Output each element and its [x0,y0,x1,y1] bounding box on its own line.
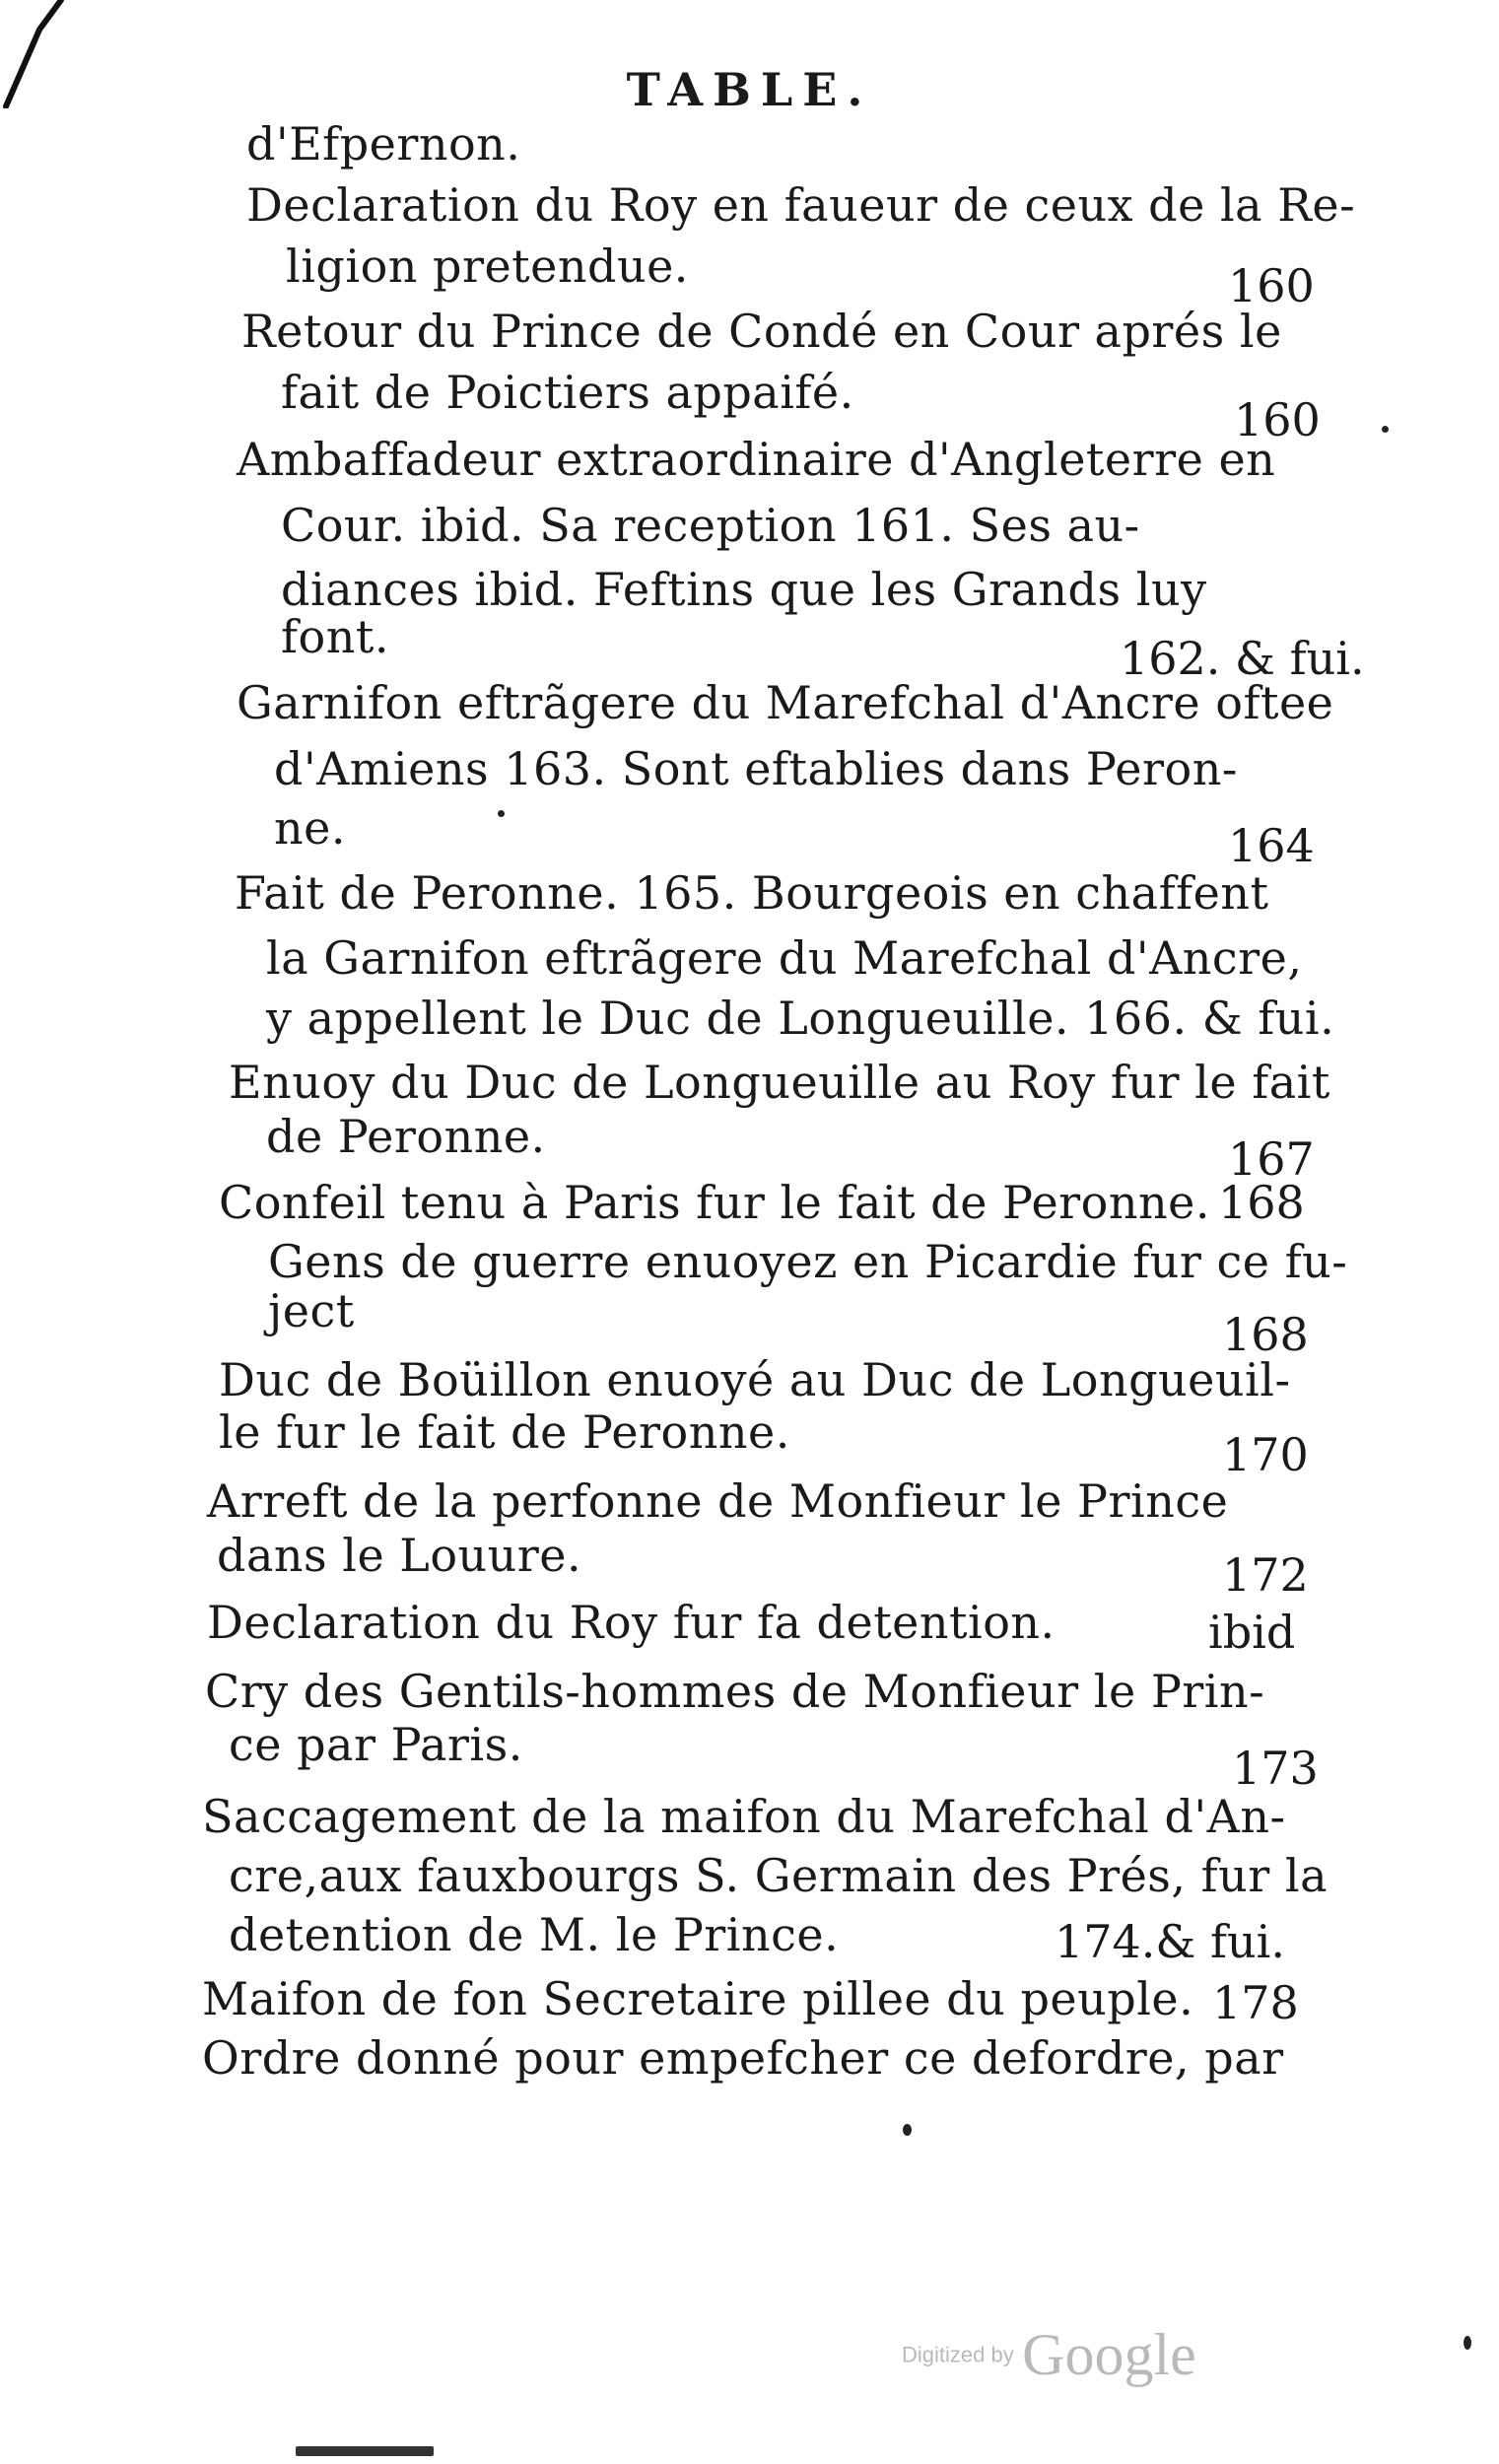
page-number: ibid [1208,1606,1296,1659]
page-number: 160 [1228,259,1315,312]
ink-speck [903,2124,912,2136]
page-number: 173 [1232,1742,1319,1795]
ink-smear [296,2446,434,2456]
entry-line: Maifon de fon Secretaire pillee du peuple. [202,1972,1194,2025]
entry-line: d'Amiens 163. Sont eftablies dans Peron- [274,742,1238,795]
entry-line: Ordre donné pour empefcher ce defordre, par [202,2031,1284,2085]
entry-line: Ambaffadeur extraordinaire d'Angleterre en [237,433,1276,486]
entry-line: Arreft de la perfonne de Monfieur le Prince [207,1474,1229,1528]
entry-line: diances ibid. Feftins que les Grands luy [281,563,1207,616]
entry-line: ject [268,1284,355,1337]
page-number: 168 [1218,1176,1305,1229]
entry-line: Retour du Prince de Condé en Cour aprés le [241,305,1282,358]
digitized-label: Digitized by [902,2342,1014,2367]
page-number: 172 [1222,1548,1309,1602]
entry-line: Declaration du Roy fur fa detention. [207,1596,1056,1649]
ink-speck [1382,426,1389,433]
entry-line: Enuoy du Duc de Longueuille au Roy fur le fait [229,1056,1330,1109]
entry-line: Duc de Boüillon enuoyé au Duc de Longueuil- [219,1353,1291,1406]
page-number: 164 [1228,819,1315,872]
entry-line: detention de M. le Prince. [229,1908,840,1961]
entry-line: Gens de guerre enuoyez en Picardie fur ce fu- [268,1235,1348,1288]
entry-line: ce par Paris. [229,1718,523,1771]
entry-line: dans le Louure. [217,1529,582,1582]
digitized-watermark [902,2321,1196,2389]
page-number: 170 [1222,1428,1309,1481]
entry-line: cre,aux fauxbourgs S. Germain des Prés, fur la [229,1849,1329,1902]
entry-line: la Garnifon eftrãgere du Marefchal d'Ancre, [266,931,1303,985]
entry-line: Cour. ibid. Sa reception 161. Ses au- [281,499,1140,552]
page-number: 168 [1222,1308,1309,1361]
entry-line: ne. [274,801,346,855]
page-number: 174.& fui. [1055,1915,1285,1968]
entry-line: Declaration du Roy en faueur de ceux de la Re- [246,178,1356,232]
google-logo: Google [1022,2322,1196,2387]
entry-line: y appellent le Duc de Longueuille. 166. & fui. [266,992,1335,1045]
ink-speck [498,810,505,817]
entry-line: Garnifon eftrãgere du Marefchal d'Ancre oftee [237,676,1334,729]
entry-line: Fait de Peronne. 165. Bourgeois en chaffent [235,866,1269,920]
entry-line: d'Efpernon. [246,117,521,171]
page-number: 178 [1212,1976,1299,2029]
page-number: 167 [1228,1132,1315,1186]
page-number: 160 [1234,393,1321,446]
entry-line: Confeil tenu à Paris fur le fait de Peronne. [219,1176,1210,1229]
ink-speck [1464,2336,1471,2350]
page-number: 162. & fui. [1120,632,1365,685]
entry-line: Saccagement de la maifon du Marefchal d'An- [202,1790,1286,1843]
entry-line: Cry des Gentils-hommes de Monfieur le Prin- [205,1665,1265,1718]
entry-line: le fur le fait de Peronne. [219,1405,790,1459]
entry-line: de Peronne. [266,1110,546,1163]
entry-line: fait de Poictiers appaifé. [281,366,854,419]
entry-line: font. [281,610,389,663]
page-title: TABLE. [626,63,873,116]
entry-line: ligion pretendue. [286,240,689,293]
